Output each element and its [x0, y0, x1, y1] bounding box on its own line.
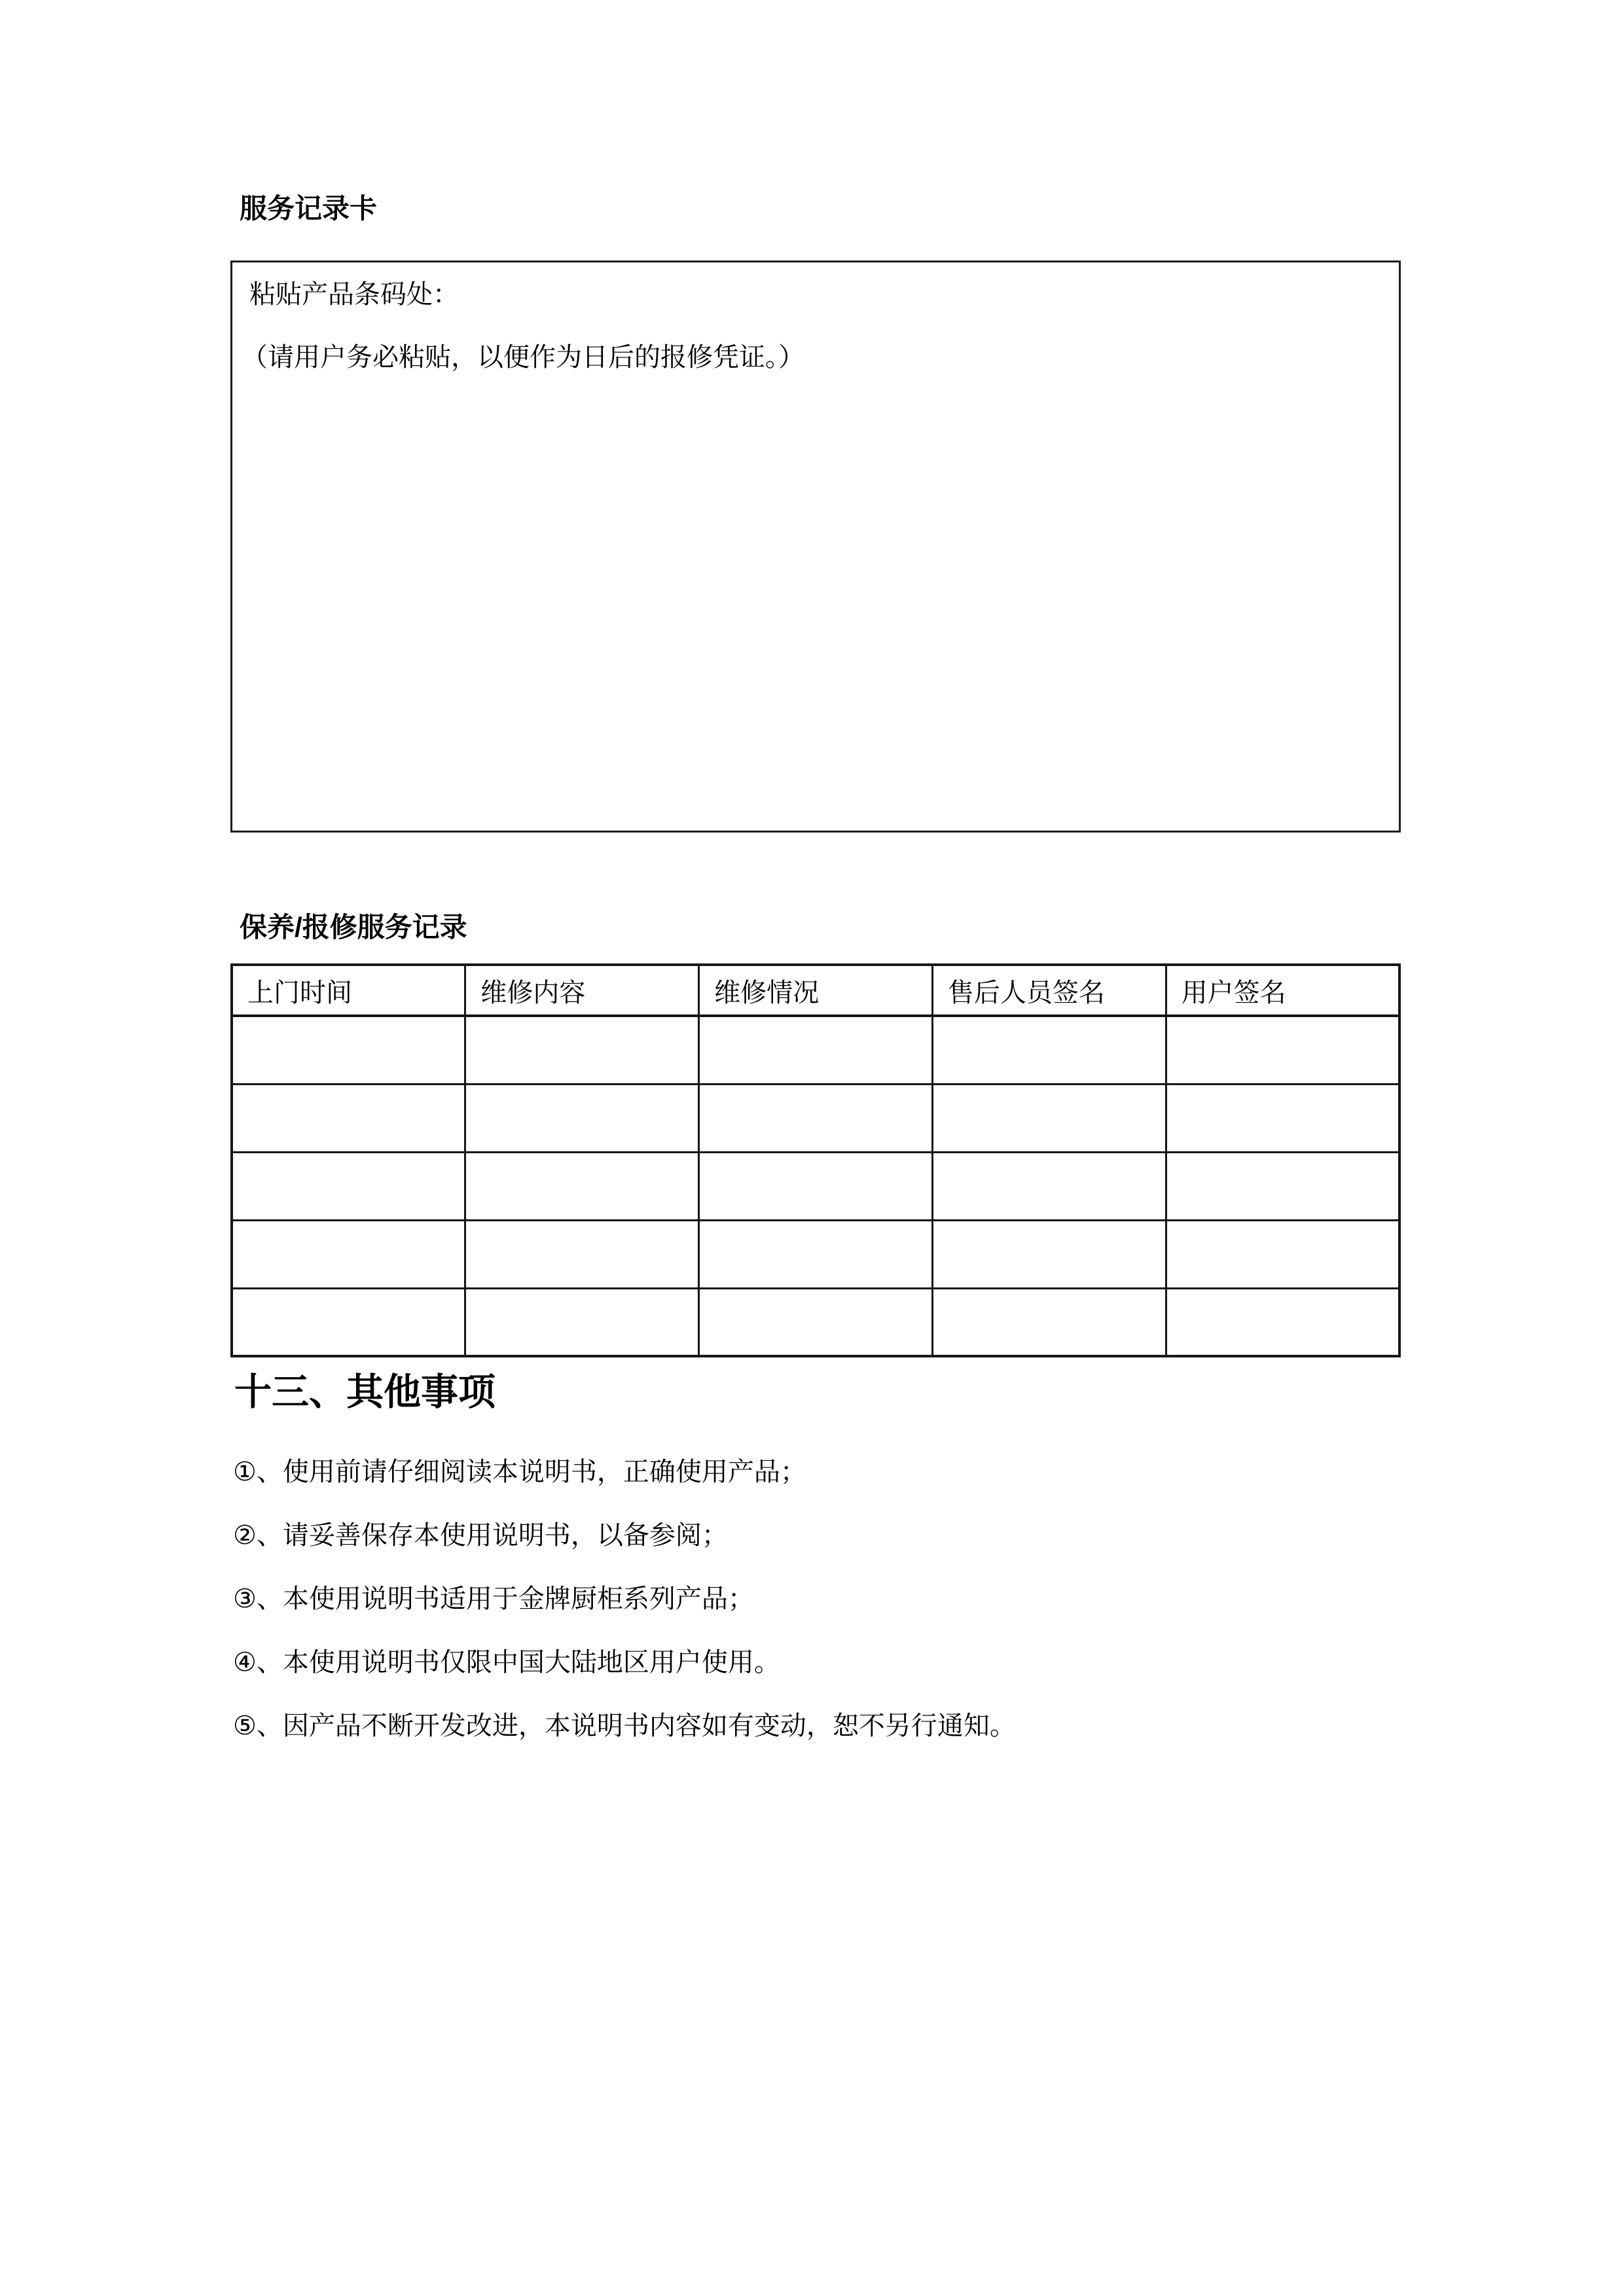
other-matters-list	[233, 1457, 1016, 1774]
other-matters-item: ①、使用前请仔细阅读本说明书，正确使用产品；	[233, 1458, 806, 1486]
table-cell-empty	[932, 1152, 1166, 1220]
table-row	[232, 1016, 1399, 1084]
table-cell-empty	[232, 1016, 465, 1084]
barcode-paste-box	[230, 260, 1401, 833]
table-row	[232, 1288, 1399, 1356]
column-header: 用户签名	[1166, 965, 1399, 1016]
table-cell-empty	[699, 1016, 933, 1084]
table-row	[232, 1084, 1399, 1152]
table-cell-empty	[932, 1288, 1166, 1356]
column-header: 上门时间	[232, 965, 465, 1016]
table-cell-empty	[465, 1152, 699, 1220]
barcode-box-note: （请用户务必粘贴，以便作为日后的报修凭证。）	[242, 343, 804, 372]
table-cell-empty	[699, 1152, 933, 1220]
column-header: 维修情况	[699, 965, 933, 1016]
table-cell-empty	[699, 1220, 933, 1288]
service-card-title: 服务记录卡	[240, 193, 378, 224]
table-cell-empty	[465, 1084, 699, 1152]
other-matters-item: ⑤、因产品不断开发改进，本说明书内容如有变动，恕不另行通知。	[233, 1712, 1016, 1740]
table-cell-empty	[1166, 1084, 1399, 1152]
table-cell-empty	[699, 1288, 933, 1356]
table-cell-empty	[1166, 1288, 1399, 1356]
table-cell-empty	[1166, 1016, 1399, 1084]
table-cell-empty	[232, 1220, 465, 1288]
table-cell-empty	[699, 1084, 933, 1152]
table-cell-empty	[232, 1288, 465, 1356]
table-cell-empty	[232, 1084, 465, 1152]
table-row	[232, 1220, 1399, 1288]
other-matters-item: ②、请妥善保存本使用说明书，以备参阅；	[233, 1521, 728, 1550]
table-cell-empty	[932, 1084, 1166, 1152]
table-row	[232, 1152, 1399, 1220]
barcode-box-label: 粘贴产品条码处：	[249, 280, 459, 309]
table-cell-empty	[465, 1016, 699, 1084]
table-cell-empty	[1166, 1220, 1399, 1288]
column-header: 维修内容	[465, 965, 699, 1016]
other-matters-item: ④、本使用说明书仅限中国大陆地区用户使用。	[233, 1648, 780, 1677]
table-cell-empty	[465, 1220, 699, 1288]
other-matters-title: 十三、其他事项	[234, 1371, 496, 1413]
table-cell-empty	[932, 1220, 1166, 1288]
table-cell-empty	[465, 1288, 699, 1356]
table-header-row	[232, 965, 1399, 1016]
table-cell-empty	[1166, 1152, 1399, 1220]
table-cell-empty	[932, 1016, 1166, 1084]
other-matters-item: ③、本使用说明书适用于金牌厨柜系列产品；	[233, 1585, 754, 1613]
table-cell-empty	[232, 1152, 465, 1220]
maintenance-record-title: 保养/报修服务记录	[240, 912, 467, 942]
service-record-table	[230, 963, 1401, 1357]
column-header: 售后人员签名	[932, 965, 1166, 1016]
